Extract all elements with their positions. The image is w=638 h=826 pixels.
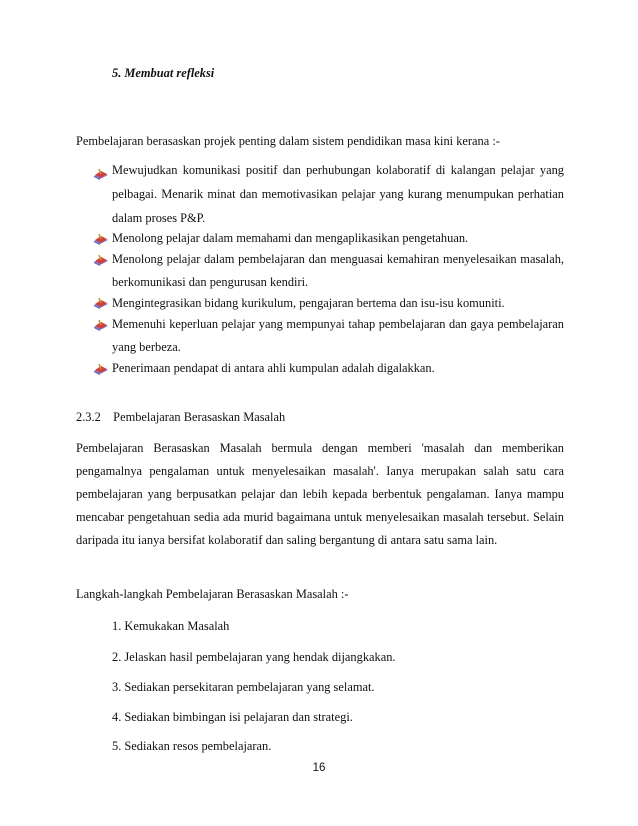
bullet-1-line-3: dalam proses P&P. bbox=[112, 211, 206, 225]
paragraph-line-1: Pembelajaran Berasaskan Masalah bermula dengan memberi 'masalah dan memberikan bbox=[76, 441, 564, 455]
bullet-4-line-1: Mengintegrasikan bidang kurikulum, pengajaran bertema dan isu-isu komuniti. bbox=[112, 296, 505, 310]
bullet-5-line-2: yang berbeza. bbox=[112, 340, 181, 354]
book-bullet-icon bbox=[93, 296, 109, 310]
bullet-1-line-2: pelbagai. Menarik minat dan memotivasikan pelajar yang kurang menumpukan perhatian bbox=[112, 187, 564, 201]
paragraph-line-2: pengamalnya pengalaman untuk menyelesaikan masalah'. Ianya merupakan salah satu cara bbox=[76, 464, 564, 478]
step-item: 4. Sediakan bimbingan isi pelajaran dan strategi. bbox=[112, 710, 353, 724]
steps-intro: Langkah-langkah Pembelajaran Berasaskan Masalah :- bbox=[76, 587, 349, 601]
book-bullet-icon bbox=[93, 232, 109, 246]
bullet-1-line-1: Mewujudkan komunikasi positif dan perhubungan kolaboratif di kalangan pelajar yang bbox=[112, 163, 564, 177]
step-item: 1. Kemukakan Masalah bbox=[112, 619, 230, 633]
subheading-reflection: 5. Membuat refleksi bbox=[112, 66, 215, 80]
paragraph-line-3: pembelajaran yang berpusatkan pelajar dan lebih kepada berbentuk pengalaman. Ianya mampu bbox=[76, 487, 564, 501]
book-bullet-icon bbox=[93, 318, 109, 332]
bullet-2-line-1: Menolong pelajar dalam memahami dan mengaplikasikan pengetahuan. bbox=[112, 231, 469, 245]
book-bullet-icon bbox=[93, 167, 109, 181]
paragraph-line-5: daripada itu ianya bersifat kolaboratif dan saling bergantung di antara satu sama lain. bbox=[76, 533, 498, 547]
paragraph-line-4: mencabar pengetahuan sedia ada murid bagaimana untuk menyelesaikan masalah tersebut. Selain bbox=[76, 510, 564, 524]
section-heading: 2.3.2 Pembelajaran Berasaskan Masalah bbox=[76, 410, 286, 424]
bullet-3-line-2: berkomunikasi dan pengurusan kendiri. bbox=[112, 275, 309, 289]
bullet-3-line-1: Menolong pelajar dalam pembelajaran dan menguasai kemahiran menyelesaikan masalah, bbox=[112, 252, 564, 266]
book-bullet-icon bbox=[93, 362, 109, 376]
page-number: 16 bbox=[312, 762, 326, 774]
intro-sentence: Pembelajaran berasaskan projek penting dalam sistem pendidikan masa kini kerana :- bbox=[76, 134, 500, 148]
book-bullet-icon bbox=[93, 253, 109, 267]
step-item: 3. Sediakan persekitaran pembelajaran yang selamat. bbox=[112, 680, 375, 694]
bullet-5-line-1: Memenuhi keperluan pelajar yang mempunyai tahap pembelajaran dan gaya pembelajaran bbox=[112, 317, 564, 331]
step-item: 2. Jelaskan hasil pembelajaran yang hendak dijangkakan. bbox=[112, 650, 396, 664]
step-item: 5. Sediakan resos pembelajaran. bbox=[112, 739, 272, 753]
bullet-6-line-1: Penerimaan pendapat di antara ahli kumpulan adalah digalakkan. bbox=[112, 361, 435, 375]
